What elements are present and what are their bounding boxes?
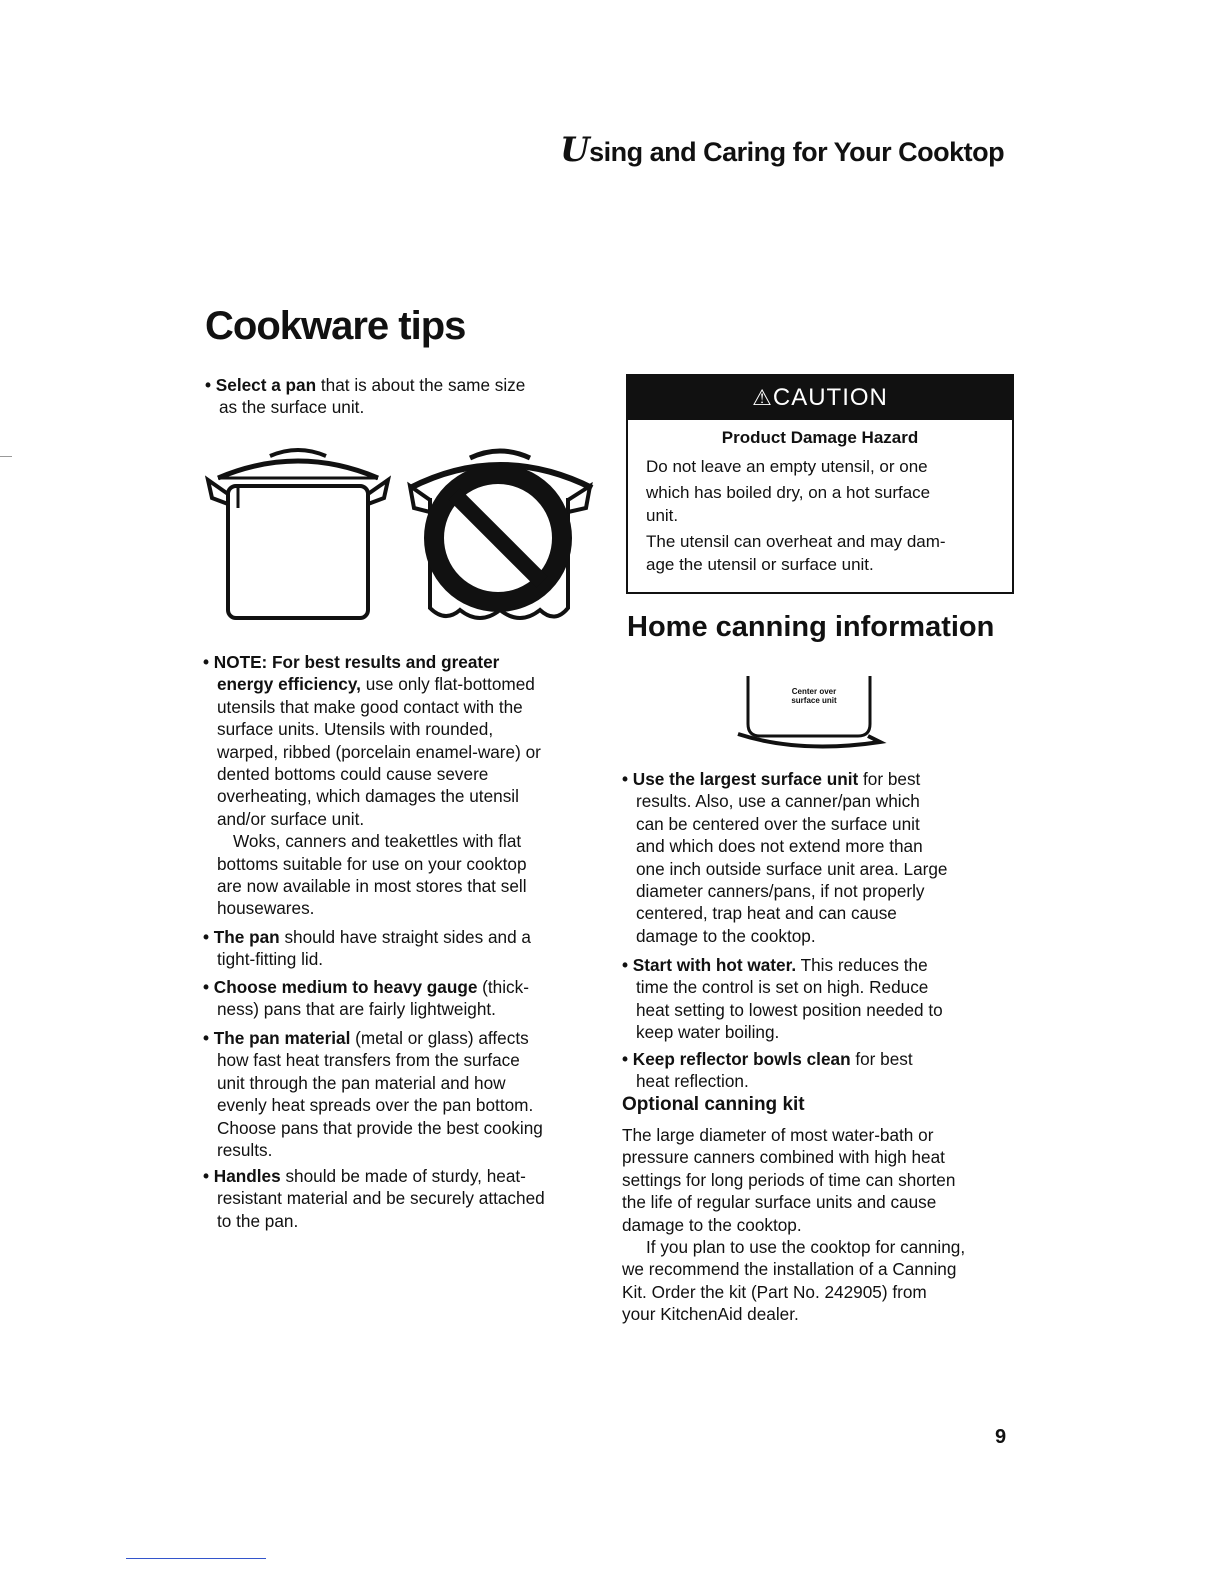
caution-label: CAUTION [772, 384, 888, 411]
diagram-label: Center over surface unit [791, 687, 837, 705]
header-title: sing and Caring for Your Cooktop [589, 137, 1005, 167]
canning-kit-text: The large diameter of most water-bath or pressure canners combined with high heat settings for long periods of time can shorten the life of regular surface units and cause damage to the cooktop. If you plan to use the cooktop for canning, we recommend the installation of a Canning Kit. Order the kit (Part No. 242905) from your KitchenAid dealer. [622, 1125, 966, 1325]
straight-sided-pot-icon [208, 450, 388, 618]
tip-largest-surface-unit: • Use the largest surface unit for best results. Also, use a canner/pan which can be centered over the surface unit and which does not extend more than one inch outside surface unit area. Large diameter canners/pans, if not properly centered, trap heat and can cause damage to the cooktop. [622, 769, 948, 946]
tip-the-pan: • The pan should have straight sides and a tight-fitting lid. [203, 927, 531, 970]
tip-select-pan: • Select a pan that is about the same size as the surface unit. [205, 375, 526, 418]
section-heading-canning: Home canning information [627, 611, 995, 643]
page-number: 9 [995, 1426, 1007, 1448]
caution-title: Product Damage Hazard [721, 428, 919, 447]
caution-header [628, 376, 1012, 420]
caution-text: Do not leave an empty utensil, or one which has boiled dry, on a hot surface unit. The utensil can overheat and may dam- age the utensil or surface unit. [646, 457, 946, 574]
subheading-canning-kit: Optional canning kit [622, 1094, 805, 1115]
cookware-illustration [200, 438, 600, 628]
canner-diagram [730, 672, 890, 754]
warning-triangle-icon: ⚠ [752, 385, 773, 410]
bottom-divider [126, 1558, 266, 1559]
prohibition-icon [434, 474, 562, 602]
tip-handles: • Handles should be made of sturdy, heat- resistant material and be securely attached to the pan. [203, 1166, 545, 1231]
header-script-letter: U [560, 130, 590, 170]
edge-mark [0, 456, 12, 457]
tip-pan-material: • The pan material (metal or glass) affects how fast heat transfers from the surface unit through the pan material and how evenly heat spreads over the pan bottom. Choose pans that provide the best cooking results. [203, 1028, 543, 1161]
tip-hot-water: • Start with hot water. This reduces the time the control is set on high. Reduce heat setting to lowest position needed to keep water boiling. [622, 955, 943, 1043]
tip-gauge: • Choose medium to heavy gauge (thick- ness) pans that are fairly lightweight. [203, 977, 529, 1020]
tip-note-energy-efficiency: • NOTE: For best results and greater energy efficiency, use only flat-bottomed utensils that make good contact with the surface units. Utensils with rounded, warped, ribbed (porcelain enamel-ware) or dented bottoms could cause severe overheating, which damages the utensil and/or surface unit. Woks, canners and teakettles with flat bottoms suitable for use on your cooktop are now available in most stores that sell housewares. [203, 652, 541, 919]
caution-box [626, 374, 1014, 594]
page-header [560, 130, 1030, 170]
section-heading-cookware: Cookware tips [205, 304, 466, 348]
tip-reflector-bowls: • Keep reflector bowls clean for best heat reflection. [622, 1049, 913, 1092]
